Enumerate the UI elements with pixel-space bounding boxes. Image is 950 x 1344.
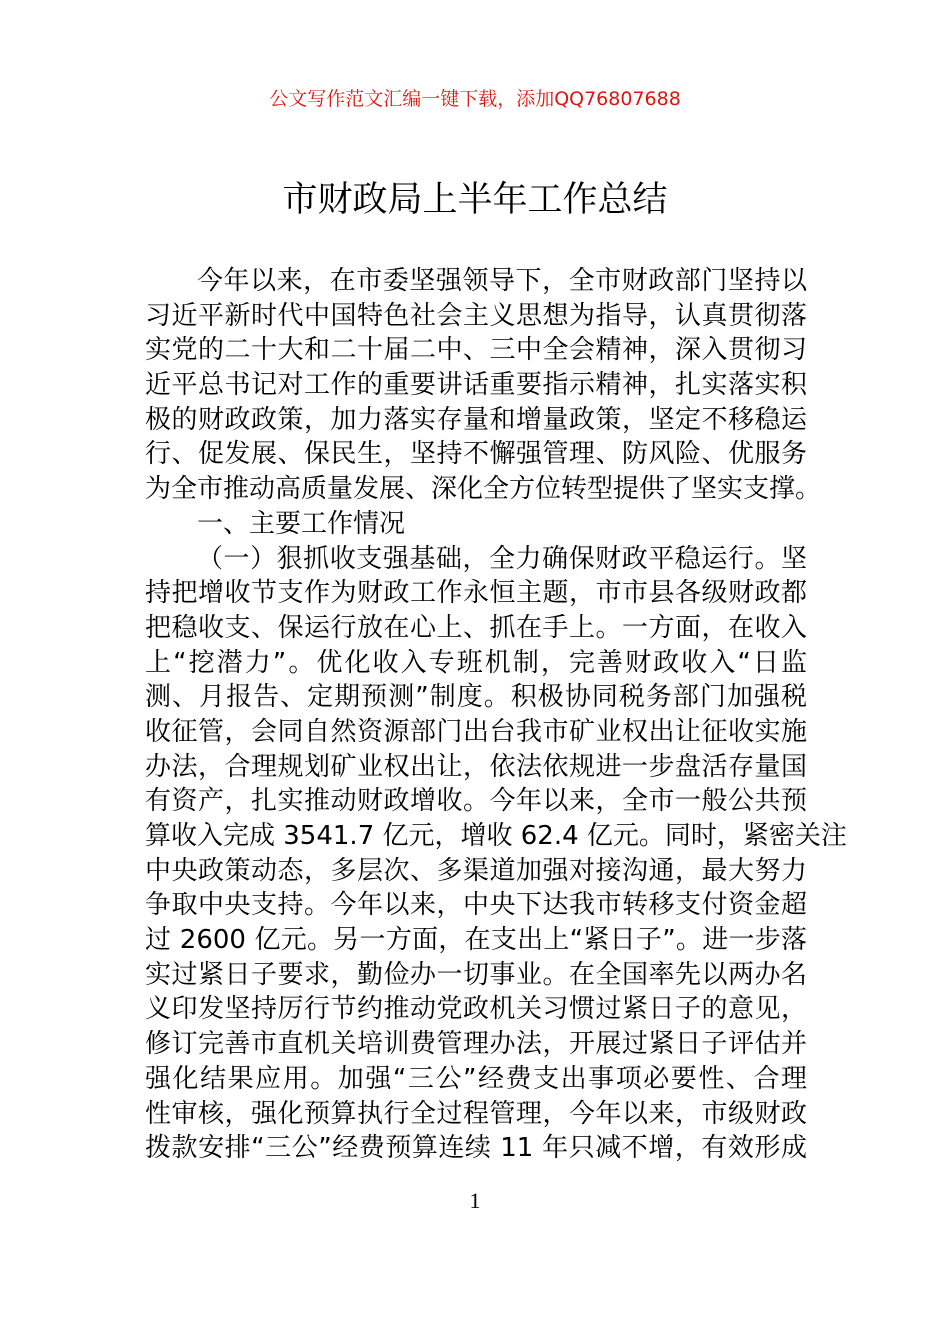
- text-line: 测、月报告、定期预测”制度。积极协同税务部门加强税: [145, 682, 807, 713]
- text-line: 办法，合理规划矿业权出让，依法依规进一步盘活存量国: [145, 751, 807, 782]
- text-line: 持把增收节支作为财政工作永恒主题，市市县各级财政都: [145, 578, 807, 609]
- text-line: 一、主要工作情况: [197, 508, 406, 539]
- download-notice: 公文写作范文汇编一键下载，添加QQ76807688: [269, 88, 681, 110]
- text-line: 近平总书记对工作的重要讲话重要指示精神，扎实落实积: [145, 370, 807, 401]
- text-line: 义印发坚持厉行节约推动党政机关习惯过紧日子的意见，: [145, 994, 807, 1025]
- text-line: 性审核，强化预算执行全过程管理，今年以来，市级财政: [145, 1098, 807, 1129]
- text-line: 中央政策动态，多层次、多渠道加强对接沟通，最大努力: [145, 855, 807, 886]
- text-line: 极的财政政策，加力落实存量和增量政策，坚定不移稳运: [145, 404, 807, 435]
- text-line: 实党的二十大和二十届二中、三中全会精神，深入贯彻习: [145, 335, 807, 366]
- text-line: 实过紧日子要求，勤俭办一切事业。在全国率先以两办名: [145, 959, 807, 990]
- text-line: 收征管，会同自然资源部门出台我市矿业权出让征收实施: [145, 716, 807, 747]
- text-line: （一）狠抓收支强基础，全力确保财政平稳运行。坚: [197, 543, 807, 574]
- text-line: 把稳收支、保运行放在心上、抓在手上。一方面，在收入: [145, 612, 807, 643]
- document-body: [145, 264, 847, 1166]
- text-line: 为全市推动高质量发展、深化全方位转型提供了坚实支撑。: [145, 474, 822, 505]
- text-line: 争取中央支持。今年以来，中央下达我市转移支付资金超: [145, 890, 807, 921]
- text-line: 算收入完成 3541.7 亿元，增收 62.4 亿元。同时，紧密关注: [145, 821, 847, 851]
- text-line: 修订完善市直机关培训费管理办法，开展过紧日子评估并: [145, 1029, 807, 1060]
- text-line: 行、促发展、保民生，坚持不懈强管理、防风险、优服务: [145, 439, 807, 470]
- text-line: 习近平新时代中国特色社会主义思想为指导，认真贯彻落: [145, 300, 807, 331]
- text-line: 有资产，扎实推动财政增收。今年以来，全市一般公共预: [145, 786, 807, 817]
- page-number: 1: [469, 1188, 481, 1213]
- document-title: 市财政局上半年工作总结: [282, 180, 668, 220]
- text-line: 今年以来，在市委坚强领导下，全市财政部门坚持以: [197, 266, 807, 296]
- text-line: 上“挖潜力”。优化收入专班机制，完善财政收入“日监: [145, 647, 807, 678]
- text-line: 过 2600 亿元。另一方面，在支出上“紧日子”。进一步落: [145, 925, 807, 956]
- text-line: 拨款安排“三公”经费预算连续 11 年只减不增，有效形成: [145, 1133, 807, 1164]
- text-line: 强化结果应用。加强“三公”经费支出事项必要性、合理: [145, 1063, 807, 1094]
